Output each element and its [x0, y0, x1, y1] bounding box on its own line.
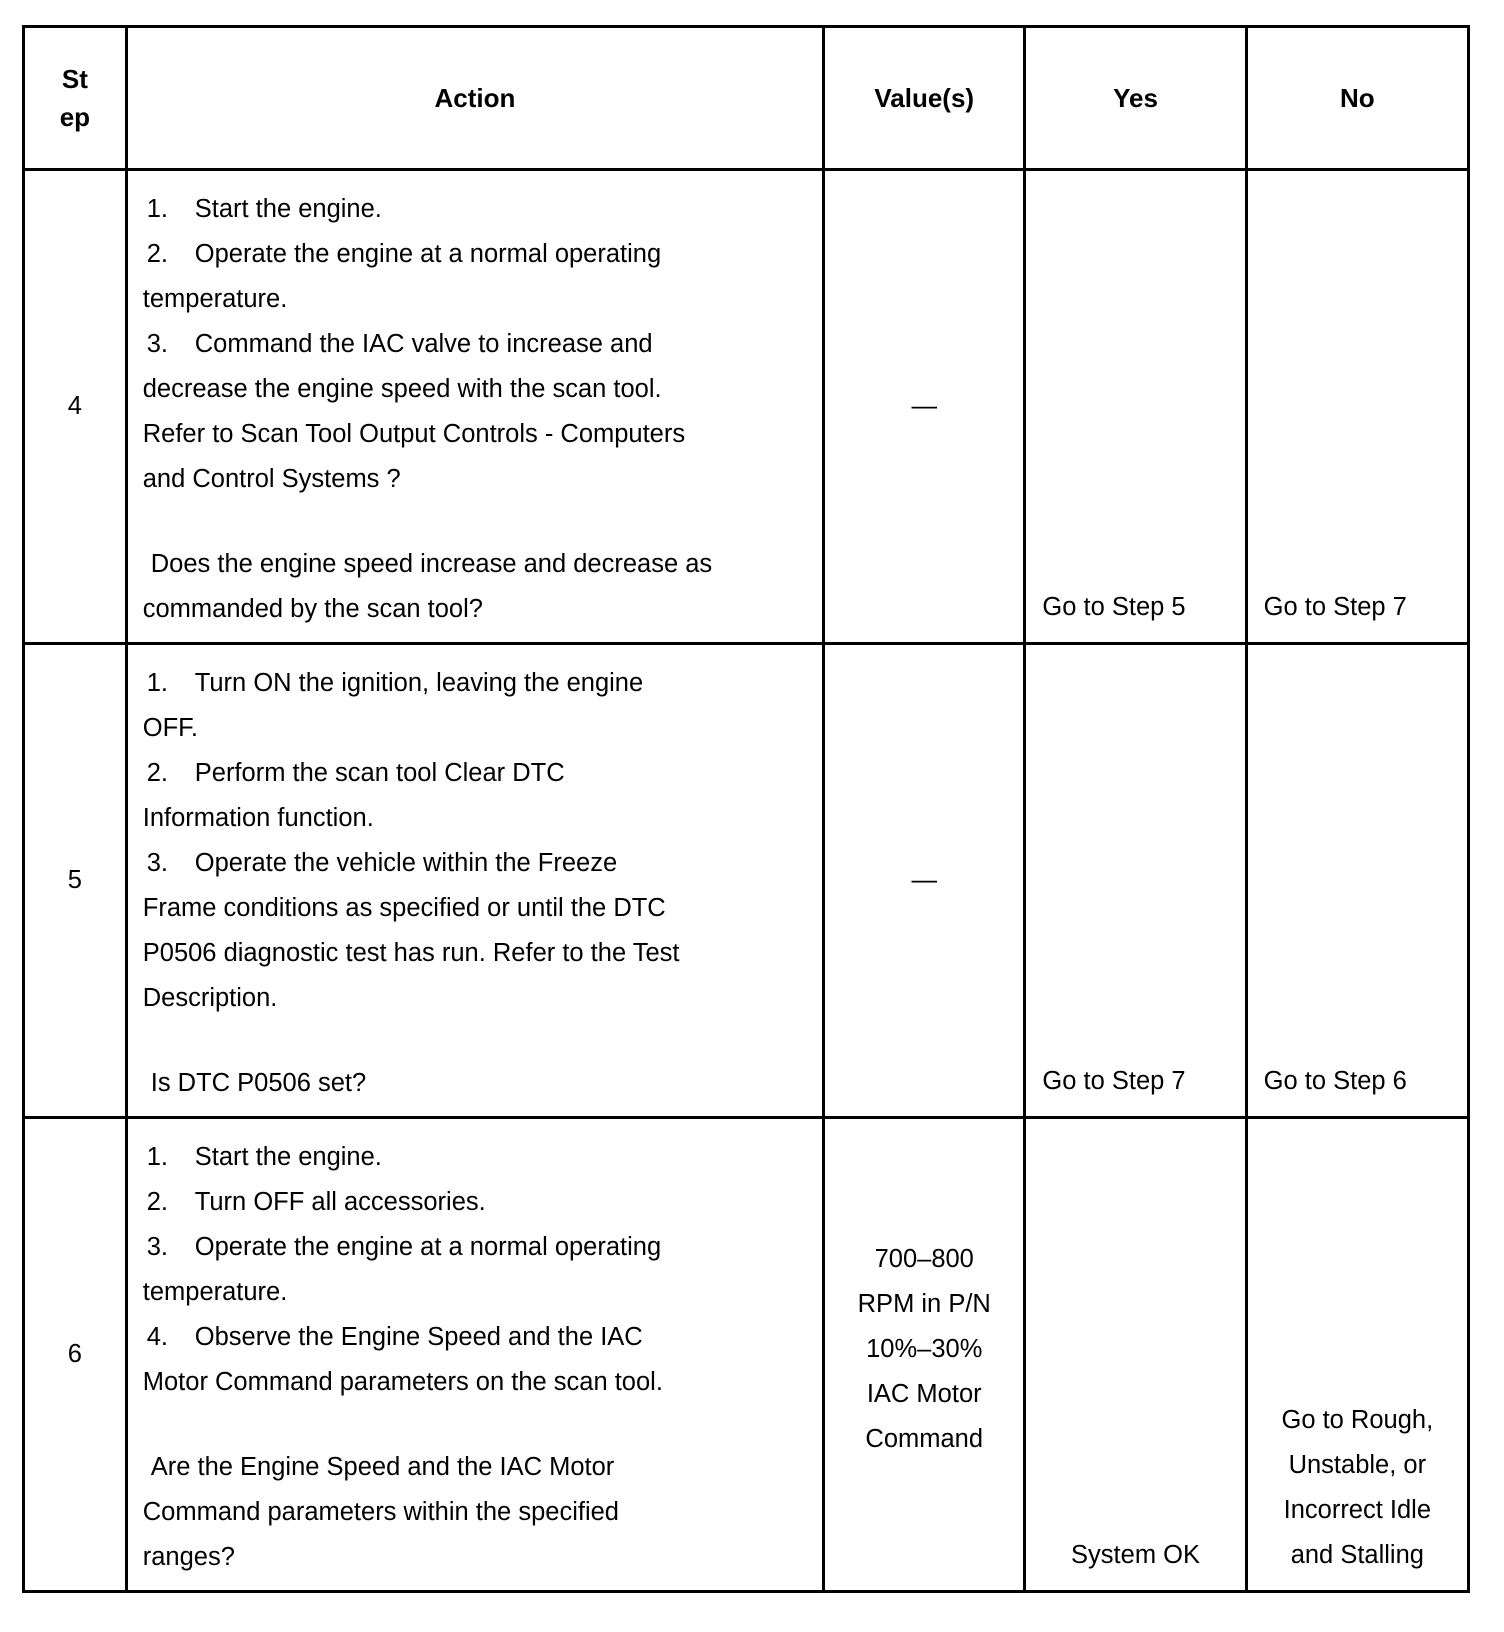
item-text: Operate the engine at a normal operating [194, 240, 662, 268]
header-step-line2: ep [59, 102, 91, 132]
yes-cell: System OK [1025, 1118, 1246, 1592]
header-step [24, 27, 127, 170]
item-text: Observe the Engine Speed and the IAC [194, 1323, 643, 1351]
item-text: Turn OFF all accessories. [194, 1188, 486, 1216]
question-line: ranges? [142, 1543, 235, 1571]
value-cell [824, 1118, 1025, 1592]
yes-cell: Go to Step 7 [1025, 644, 1246, 1118]
action-item [143, 187, 808, 232]
question-line: Is DTC P0506 set? [150, 1069, 367, 1097]
item-number: 3. [146, 330, 169, 358]
action-item [143, 1315, 808, 1360]
question-line: Does the engine speed increase and decrease as [150, 550, 713, 578]
action-item [143, 1180, 808, 1225]
action-continuation: and Control Systems ? [142, 465, 401, 493]
yes-cell: Go to Step 5 [1025, 170, 1246, 644]
question-line: Are the Engine Speed and the IAC Motor [150, 1453, 615, 1481]
item-text: Operate the engine at a normal operating [194, 1233, 662, 1261]
item-text: Perform the scan tool Clear DTC [194, 759, 565, 787]
question-line: Command parameters within the specified [142, 1498, 619, 1526]
action-item [143, 751, 808, 796]
action-continuation: Information function. [142, 804, 374, 832]
value-cell: — [824, 644, 1025, 1118]
action-continuation: OFF. [142, 714, 198, 742]
action-cell [126, 170, 823, 644]
diagnostic-table [22, 25, 1470, 1593]
item-number: 1. [146, 669, 169, 697]
step-number: 6 [24, 1118, 127, 1592]
header-row [24, 27, 1469, 170]
step-number: 5 [24, 644, 127, 1118]
action-item [143, 1225, 808, 1270]
action-cell [126, 1118, 823, 1592]
header-step-line1: St [61, 64, 88, 94]
item-number: 2. [146, 1188, 169, 1216]
value-cell: — [824, 170, 1025, 644]
action-continuation: P0506 diagnostic test has run. Refer to the Test [142, 939, 680, 967]
value-line: IAC Motor [866, 1380, 982, 1408]
header-no: No [1246, 27, 1468, 170]
item-number: 2. [146, 759, 169, 787]
item-text: Operate the vehicle within the Freeze [194, 849, 618, 877]
no-line: and Stalling [1290, 1541, 1424, 1569]
value-line: RPM in P/N [857, 1290, 991, 1318]
action-item [143, 661, 808, 706]
action-continuation: Refer to Scan Tool Output Controls - Computers [142, 420, 686, 448]
step-number: 4 [24, 170, 127, 644]
item-number: 3. [146, 1233, 169, 1261]
item-number: 4. [146, 1323, 169, 1351]
action-continuation: temperature. [142, 285, 288, 313]
no-line: Unstable, or [1288, 1451, 1427, 1479]
item-text: Start the engine. [194, 195, 382, 223]
no-line: Go to Rough, [1281, 1406, 1434, 1434]
action-item [143, 322, 808, 367]
value-line: 10%–30% [866, 1335, 983, 1363]
action-item [143, 232, 808, 277]
table-row [24, 1118, 1469, 1592]
item-number: 2. [146, 240, 169, 268]
table-row [24, 644, 1469, 1118]
action-item [143, 1135, 808, 1180]
no-cell: Go to Step 6 [1246, 644, 1468, 1118]
question-line: commanded by the scan tool? [142, 595, 483, 623]
action-cell [126, 644, 823, 1118]
value-line: Command [865, 1425, 984, 1453]
item-number: 1. [146, 195, 169, 223]
item-text: Start the engine. [194, 1143, 382, 1171]
item-number: 3. [146, 849, 169, 877]
no-cell: Go to Step 7 [1246, 170, 1468, 644]
item-text: Command the IAC valve to increase and [194, 330, 653, 358]
item-number: 1. [146, 1143, 169, 1171]
action-continuation: Description. [142, 984, 278, 1012]
action-continuation: decrease the engine speed with the scan tool. [142, 375, 662, 403]
header-action: Action [126, 27, 823, 170]
header-yes: Yes [1025, 27, 1246, 170]
no-cell [1246, 1118, 1468, 1592]
action-continuation: temperature. [142, 1278, 288, 1306]
value-line: 700–800 [874, 1245, 974, 1273]
table-row [24, 170, 1469, 644]
action-continuation: Motor Command parameters on the scan tool. [142, 1368, 663, 1396]
header-values: Value(s) [824, 27, 1025, 170]
action-item [143, 841, 808, 886]
no-line: Incorrect Idle [1283, 1496, 1432, 1524]
action-continuation: Frame conditions as specified or until the DTC [142, 894, 666, 922]
item-text: Turn ON the ignition, leaving the engine [194, 669, 644, 697]
